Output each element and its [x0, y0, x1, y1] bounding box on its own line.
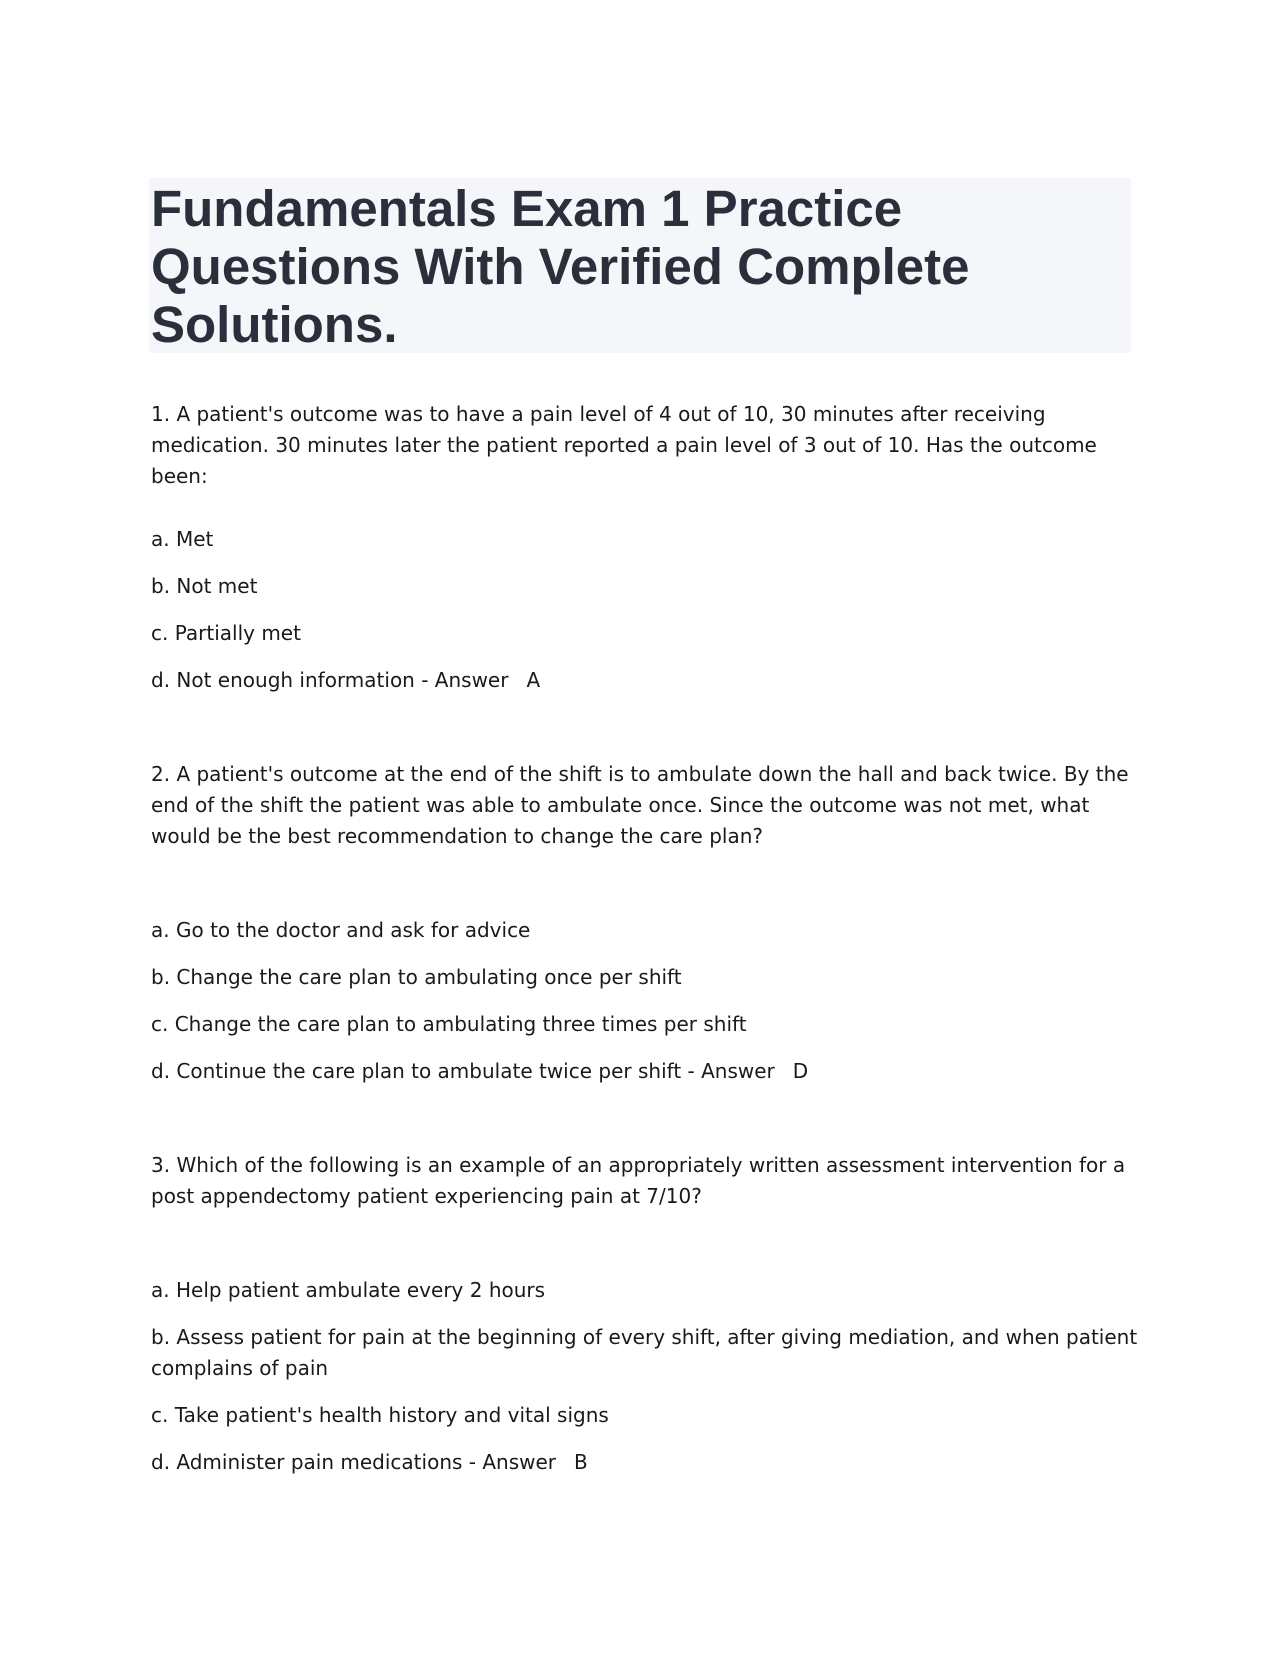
question-2-option-d-text: d. Continue the care plan to ambulate twice per shift - Answer: [151, 1059, 775, 1083]
document-title: Fundamentals Exam 1 Practice Questions With Verified Complete Solutions.: [151, 180, 970, 353]
question-1-option-c: c. Partially met: [151, 621, 301, 645]
question-1-answer: A: [526, 668, 541, 692]
question-1-option-a: a. Met: [151, 527, 214, 551]
question-3-options: [151, 1275, 1141, 1478]
question-3-option-d-text: d. Administer pain medications - Answer: [151, 1450, 557, 1474]
question-2-option-a: a. Go to the doctor and ask for advice: [151, 918, 531, 942]
question-1-option-d: [151, 665, 1141, 696]
title-block: [149, 178, 1131, 353]
question-3-option-b: b. Assess patient for pain at the beginning of every shift, after giving mediation, and when patient complains of pain: [151, 1325, 1138, 1380]
question-3-text: 3. Which of the following is an example of an appropriately written assessment intervention for a post appendectomy patient experiencing pain at 7/10?: [151, 1153, 1126, 1208]
question-2-options: [151, 915, 1141, 1087]
question-3-option-d: [151, 1447, 1141, 1478]
question-3-option-a: a. Help patient ambulate every 2 hours: [151, 1278, 546, 1302]
question-2-option-b: b. Change the care plan to ambulating once per shift: [151, 965, 682, 989]
question-1-options: [151, 524, 1141, 696]
question-2-answer: D: [792, 1059, 809, 1083]
question-3-option-c: c. Take patient's health history and vital signs: [151, 1403, 609, 1427]
question-2-option-c: c. Change the care plan to ambulating three times per shift: [151, 1012, 747, 1036]
question-2-text: 2. A patient's outcome at the end of the shift is to ambulate down the hall and back twice. By the end of the shift the patient was able to ambulate once. Since the outcome was not met, what would be the best recommendation to change the care plan?: [151, 762, 1129, 848]
question-2-option-d: [151, 1056, 1141, 1087]
question-1-text: 1. A patient's outcome was to have a pain level of 4 out of 10, 30 minutes after receiving medication. 30 minutes later the patient reported a pain level of 3 out of 10. Has the outcome been:: [151, 402, 1097, 488]
question-1-option-d-text: d. Not enough information - Answer: [151, 668, 509, 692]
question-3-answer: B: [574, 1450, 588, 1474]
question-1-option-b: b. Not met: [151, 574, 258, 598]
